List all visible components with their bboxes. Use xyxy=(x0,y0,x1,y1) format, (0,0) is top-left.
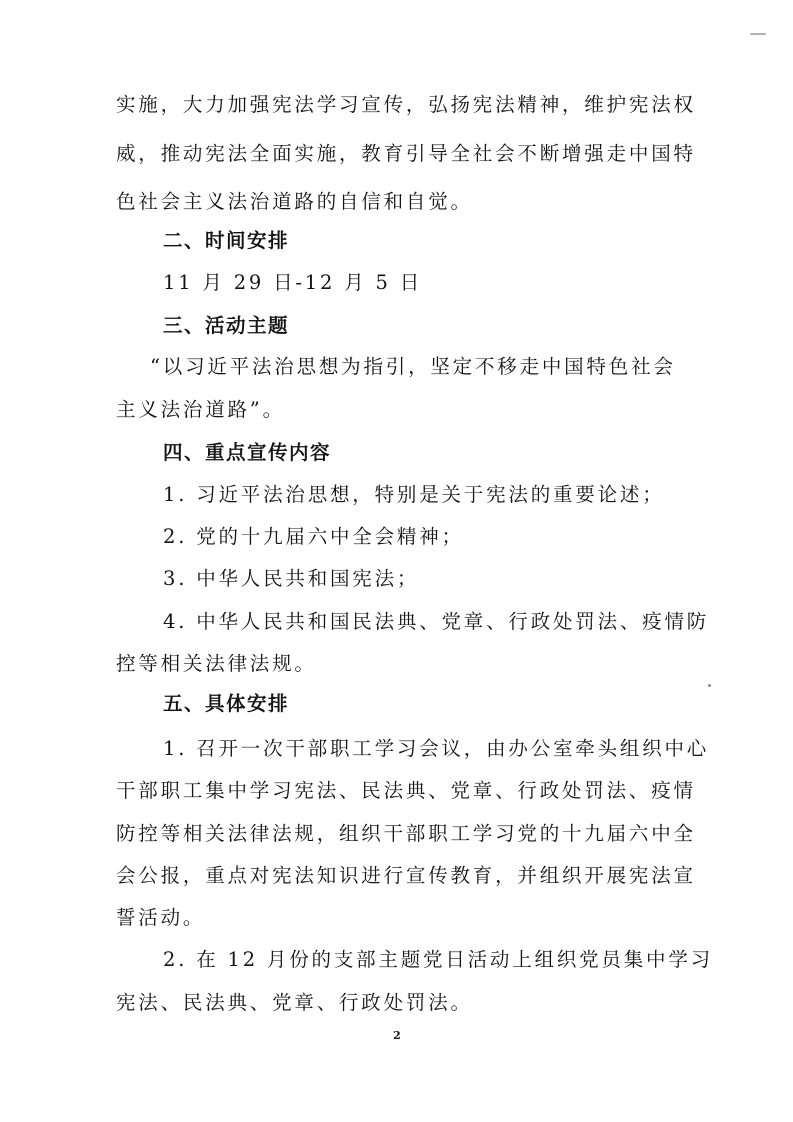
paragraph-line: 1. 召开一次干部职工学习会议，由办公室牵头组织中心 xyxy=(163,737,710,760)
schedule-dates: 11 月 29 日-12 月 5 日 xyxy=(163,271,423,294)
list-item: 4. 中华人民共和国民法典、党章、行政处罚法、疫情防 xyxy=(163,610,710,633)
section-heading-theme: 三、活动主题 xyxy=(163,314,290,337)
section-heading-arrangement: 五、具体安排 xyxy=(163,692,290,715)
scan-mark xyxy=(708,684,711,687)
paragraph-line: 2. 在 12 月份的支部主题党日活动上组织党员集中学习 xyxy=(163,948,713,971)
paragraph-line: 色社会主义法治道路的自信和自觉。 xyxy=(116,190,473,213)
paragraph-line: 实施，大力加强宪法学习宣传，弘扬宪法精神，维护宪法权 xyxy=(116,93,696,116)
paragraph-line: 会公报，重点对宪法知识进行宣传教育，并组织开展宪法宣 xyxy=(116,864,696,887)
section-heading-schedule: 二、时间安排 xyxy=(163,229,290,252)
paragraph-line: 干部职工集中学习宪法、民法典、党章、行政处罚法、疫情 xyxy=(116,779,696,802)
page-number: 2 xyxy=(393,1029,401,1042)
paragraph-line: 宪法、民法典、党章、行政处罚法。 xyxy=(116,991,473,1014)
list-item: 2. 党的十九届六中全会精神； xyxy=(163,525,464,548)
paragraph-line: 威，推动宪法全面实施，教育引导全社会不断增强走中国特 xyxy=(116,142,696,165)
section-heading-content: 四、重点宣传内容 xyxy=(163,441,332,464)
list-item: 1. 习近平法治思想，特别是关于宪法的重要论述； xyxy=(163,483,665,506)
paragraph-line: 誓活动。 xyxy=(116,906,206,929)
theme-quote-line: 主义法治道路”。 xyxy=(116,398,285,421)
paragraph-line: 防控等相关法律法规，组织干部职工学习党的十九届六中全 xyxy=(116,822,696,845)
list-item: 3. 中华人民共和国宪法； xyxy=(163,567,420,590)
theme-quote-line: “以习近平法治思想为指引，坚定不移走中国特色社会 xyxy=(150,355,676,378)
list-item-continuation: 控等相关法律法规。 xyxy=(116,652,317,675)
scan-mark xyxy=(750,33,766,35)
